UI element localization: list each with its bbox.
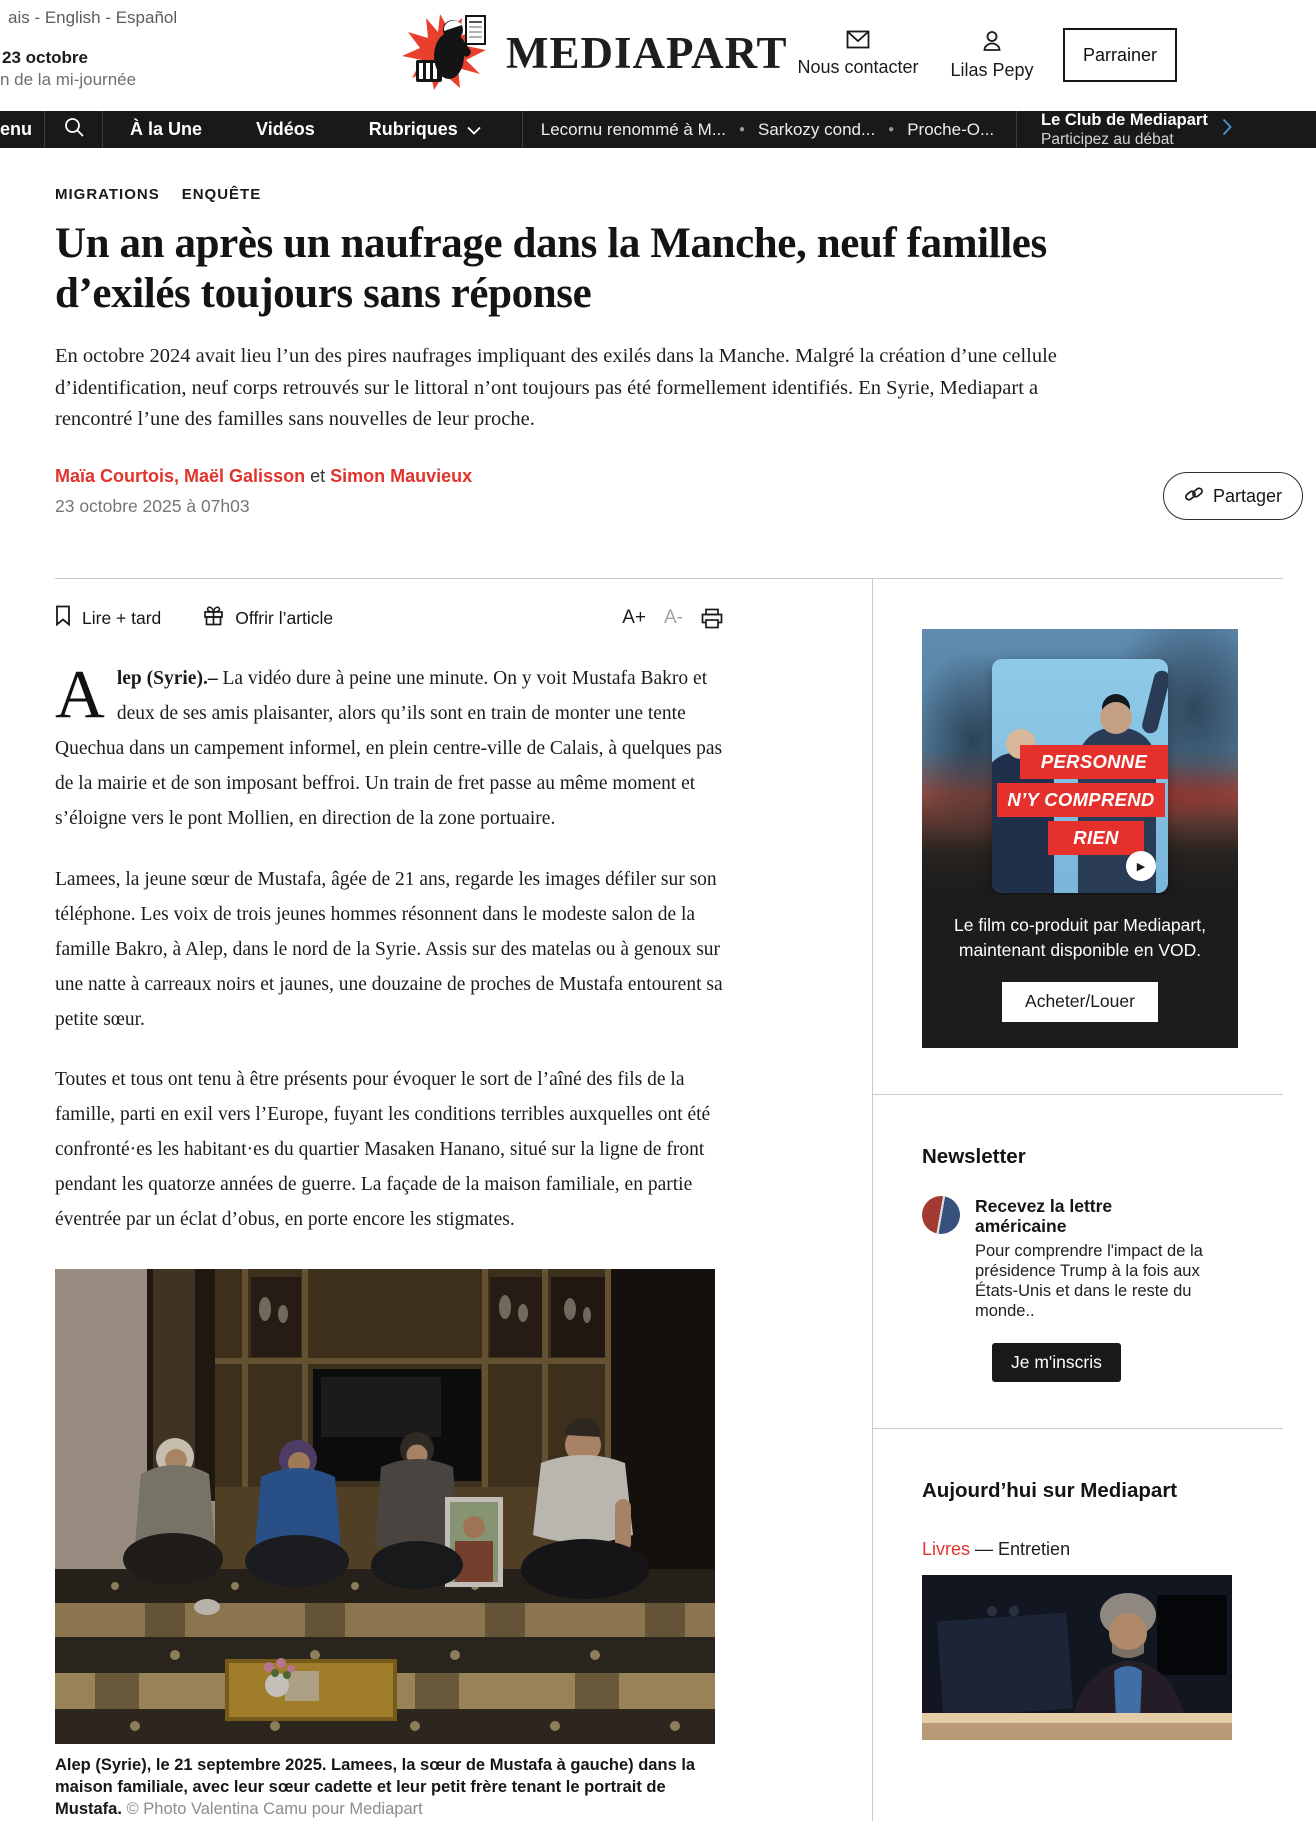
today-article-tags bbox=[922, 1539, 1283, 1560]
author-separator: et bbox=[305, 466, 331, 487]
mediapart-wordmark: MEDIAPART bbox=[506, 27, 788, 78]
tag-migrations[interactable]: MIGRATIONS bbox=[55, 186, 160, 203]
authors-line bbox=[55, 466, 1316, 487]
author-link[interactable]: Simon Mauvieux bbox=[330, 466, 473, 487]
gift-article-button[interactable] bbox=[203, 605, 333, 631]
play-icon[interactable]: ▶ bbox=[1126, 851, 1156, 881]
edition-label: n de la mi-journée bbox=[0, 70, 137, 89]
rubriques-label: Rubriques bbox=[368, 119, 458, 139]
article-tags bbox=[55, 186, 1316, 203]
paragraph-text: La vidéo dure à peine une minute. On y voit Mustafa Bakro et deux de ses amis plaisanter, alors qu’ils sont en train de monter une tente Quechua dans un campement informel, en plein centre-ville de Calais, à quelques pas de la mairie et de son imposant beffroi. Un train de fret passe au même moment et s’éloigne vers le pont Mollien, en direction de la zone portuaire. bbox=[55, 668, 723, 830]
language-switcher[interactable]: ais - English - Español bbox=[8, 8, 178, 27]
article-column bbox=[55, 579, 723, 1821]
site-header bbox=[0, 0, 1316, 111]
poster-title-line: PERSONNE bbox=[1020, 745, 1168, 779]
ticker-item-2[interactable]: Sarkozy cond... bbox=[758, 119, 876, 139]
drop-cap: A bbox=[55, 656, 105, 733]
print-button[interactable] bbox=[701, 608, 723, 629]
article-page bbox=[0, 148, 1316, 1821]
newsletter-section bbox=[873, 1095, 1283, 1429]
newsletter-row bbox=[922, 1196, 1283, 1322]
ticker-bullet: ● bbox=[738, 124, 745, 135]
gift-icon bbox=[203, 605, 224, 631]
account-name: Lilas Pepy bbox=[950, 60, 1034, 80]
contact-button[interactable] bbox=[793, 30, 923, 78]
nav-item-a-la-une[interactable]: À la Une bbox=[130, 119, 203, 139]
mediapart-logo[interactable] bbox=[400, 8, 788, 97]
today-tag-livres[interactable]: Livres bbox=[922, 1538, 971, 1559]
font-increase-button[interactable]: A+ bbox=[622, 607, 646, 629]
newsletter-subscribe-button[interactable]: Je m'inscris bbox=[992, 1343, 1121, 1382]
buy-rent-button[interactable]: Acheter/Louer bbox=[1002, 982, 1158, 1022]
ticker-bullet: ● bbox=[888, 124, 895, 135]
sidebar bbox=[872, 579, 1283, 1821]
paragraph-2: Lamees, la jeune sœur de Mustafa, âgée de 21 ans, regarde les images défiler sur son téléphone. Les voix de trois jeunes hommes résonnent dans le modeste salon de la famille Bakro, à Alep, dans le nord de la Syrie. Assis sur des matelas ou à genoux sur une natte à carreaux noirs et jaunes, une douzaine de proches de Mustafa entourent sa petite sœur. bbox=[55, 868, 723, 1030]
mediapart-logo-icon bbox=[400, 8, 496, 97]
family-photo bbox=[55, 1269, 715, 1744]
chevron-right-icon bbox=[1222, 118, 1232, 141]
vod-ad bbox=[922, 629, 1238, 1048]
gift-article-label: Offrir l’article bbox=[235, 607, 334, 628]
ticker-item-3[interactable]: Proche-O... bbox=[907, 119, 995, 139]
search-icon bbox=[63, 116, 85, 143]
contact-label: Nous contacter bbox=[797, 57, 919, 77]
author-link[interactable]: Maïa Courtois bbox=[55, 466, 175, 487]
menu-button[interactable]: enu bbox=[0, 119, 33, 139]
today-article-image[interactable] bbox=[922, 1575, 1232, 1740]
sponsor-button[interactable]: Parrainer bbox=[1063, 28, 1177, 82]
club-title: Le Club de Mediapart bbox=[1041, 111, 1208, 130]
font-decrease-button[interactable]: A- bbox=[664, 607, 683, 629]
today-tag-type: Entretien bbox=[998, 1538, 1071, 1559]
user-icon bbox=[981, 30, 1003, 57]
content-columns bbox=[0, 579, 1316, 1821]
poster-title-line: RIEN bbox=[1048, 821, 1144, 855]
caption-text: Alep (Syrie), le 21 septembre 2025. Lamees, la sœur de Mustafa à gauche) dans la maison familiale, avec leur sœur cadette et leur petit frère tenant le portrait de Mustafa. bbox=[55, 1756, 696, 1819]
author-link[interactable]: Maël Galisson bbox=[184, 466, 306, 487]
nav-item-rubriques[interactable] bbox=[342, 111, 508, 148]
news-ticker bbox=[523, 111, 1016, 148]
article-standfirst: En octobre 2024 avait lieu l’un des pires naufrages impliquant des exilés dans la Manche. Malgré la création d’une cellule d’identification, neuf corps retrouvés sur le littoral n’ont toujours pas été formellement identifiés. En Syrie, Mediapart a rencontré l’une des familles sans nouvelles de leur proche. bbox=[55, 344, 1057, 431]
article-header bbox=[0, 148, 1316, 536]
author-separator: , bbox=[174, 466, 185, 487]
font-size-controls bbox=[622, 607, 723, 629]
article-figure bbox=[55, 1269, 715, 1821]
film-poster[interactable] bbox=[992, 659, 1168, 893]
ticker-item-1[interactable]: Lecornu renommé à M... bbox=[540, 119, 726, 139]
edition-date: 23 octobre bbox=[2, 48, 88, 67]
byline-row bbox=[55, 466, 1316, 536]
photo-caption bbox=[55, 1755, 715, 1821]
newsletter-avatar bbox=[922, 1196, 960, 1234]
share-label: Partager bbox=[1213, 485, 1283, 506]
paragraph-lead: lep (Syrie).– bbox=[116, 668, 218, 690]
vod-ad-artwork[interactable] bbox=[922, 629, 1238, 895]
newsletter-heading: Newsletter bbox=[922, 1144, 1026, 1168]
publish-date: 23 octobre 2025 à 07h03 bbox=[55, 496, 250, 517]
newsletter-description: Pour comprendre l'impact de la présidence Trump à la fois aux États-Unis et dans le reste du monde.. bbox=[975, 1242, 1203, 1321]
club-subtitle: Participez au débat bbox=[1041, 130, 1174, 148]
search-button[interactable] bbox=[45, 111, 102, 148]
paragraph-3: Toutes et tous ont tenu à être présents pour évoquer le sort de l’aîné des fils de la famille, parti en exil vers l’Europe, fuyant les conditions terribles auxquelles ont été confronté·es les habitant·es du quartier Masaken Hanano, situé sur la ligne de front pendant les quatorze années de guerre. La façade de la maison familiale, en partie éventrée par un éclat d’obus, en porte encore les stigmates. bbox=[55, 1068, 711, 1231]
club-link[interactable] bbox=[1017, 111, 1316, 148]
vod-ad-text: Le film co-produit par Mediapart, maintenant disponible en VOD. bbox=[954, 915, 1206, 961]
article-toolbar bbox=[55, 605, 723, 631]
tag-enquete[interactable]: ENQUÊTE bbox=[181, 186, 262, 203]
share-button[interactable] bbox=[1163, 472, 1303, 520]
tag-separator: — bbox=[970, 1538, 999, 1559]
read-later-button[interactable] bbox=[55, 605, 161, 631]
sidebar-ad-section bbox=[873, 579, 1283, 1095]
chevron-down-icon bbox=[467, 119, 481, 140]
photo-credit: © Photo Valentina Camu pour Mediapart bbox=[121, 1800, 423, 1819]
article-title: Un an après un naufrage dans la Manche, neuf familles d’exilés toujours sans réponse bbox=[55, 220, 1047, 317]
envelope-icon bbox=[846, 30, 870, 54]
link-icon bbox=[1184, 484, 1204, 509]
poster-title-line: N’Y COMPREND bbox=[997, 783, 1165, 817]
account-button[interactable] bbox=[933, 30, 1051, 81]
bookmark-icon bbox=[55, 605, 71, 631]
read-later-label: Lire + tard bbox=[82, 607, 162, 628]
today-section bbox=[873, 1429, 1283, 1786]
article-body bbox=[55, 656, 723, 1237]
newsletter-title[interactable]: Recevez la lettre américaine bbox=[975, 1195, 1113, 1236]
paragraph-1 bbox=[55, 656, 723, 836]
nav-item-videos[interactable]: Vidéos bbox=[256, 119, 315, 139]
main-navbar bbox=[0, 111, 1316, 148]
today-heading: Aujourd’hui sur Mediapart bbox=[922, 1478, 1178, 1502]
